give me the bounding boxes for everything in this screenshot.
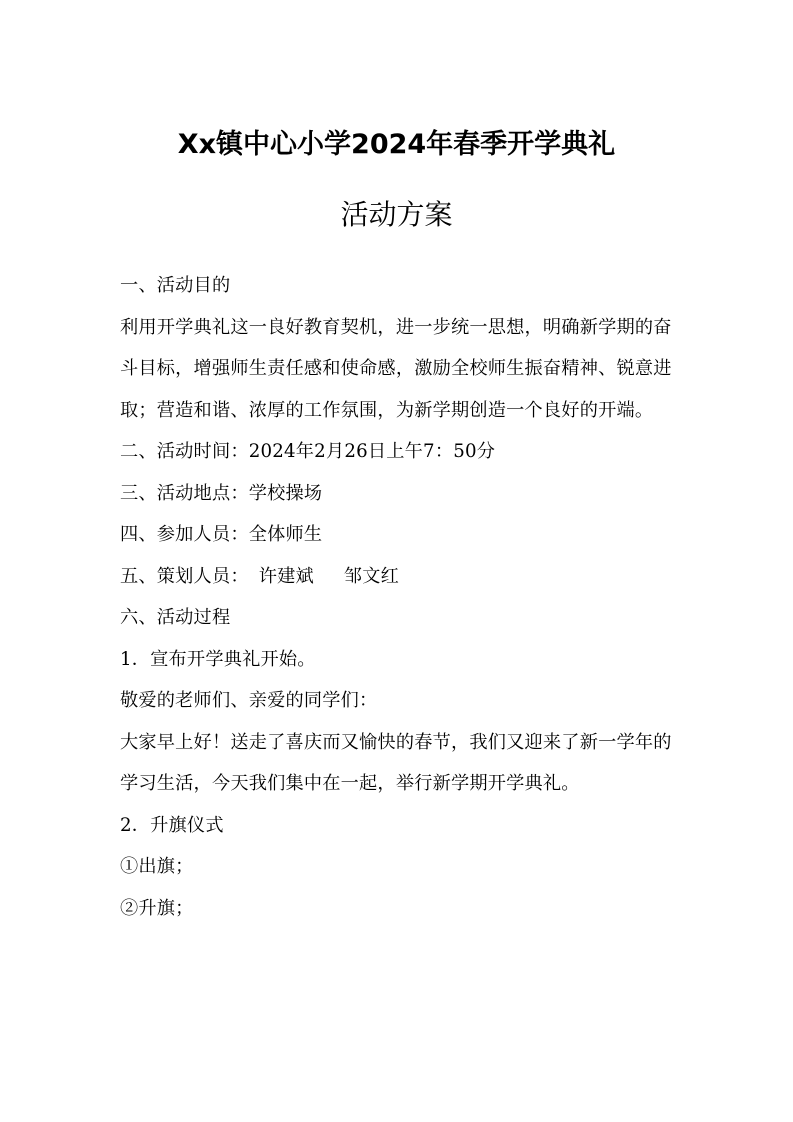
- step-item: ②升旗；: [120, 897, 194, 919]
- step-item: ①出旗；: [120, 856, 194, 877]
- section-planners: [120, 556, 680, 598]
- section-time: 二、活动时间：2024年2月26日上午7：50分: [120, 441, 496, 462]
- planner-name: 许建斌: [258, 565, 314, 587]
- section-heading-purpose: 一、活动目的: [120, 275, 231, 296]
- planners-label: 五、策划人员：: [120, 565, 249, 587]
- document-title: Xx镇中心小学2024年春季开学典礼: [177, 129, 616, 160]
- document-subtitle: 活动方案: [340, 198, 453, 231]
- section-heading-process: 六、活动过程: [120, 607, 231, 628]
- step-heading: 1．宣布开学典礼开始。: [120, 648, 316, 670]
- step-text: 大家早上好！送走了喜庆而又愉快的春节，我们又迎来了新一学年的学习生活，今天我们集中在一起，举行新学期开学典礼。: [120, 731, 672, 794]
- step-greeting: 敬爱的老师们、亲爱的同学们：: [120, 690, 378, 711]
- document-body: [120, 265, 680, 929]
- section-location: 三、活动地点：学校操场: [120, 482, 323, 504]
- section-text-purpose: 利用开学典礼这一良好教育契机，进一步统一思想，明确新学期的奋斗目标，增强师生责任感和使命感，激励全校师生振奋精神、锐意进取；营造和谐、浓厚的工作氛围，为新学期创造一个良好的开端。: [120, 316, 672, 421]
- planner-name: 邹文红: [343, 565, 400, 587]
- section-participants: 四、参加人员：全体师生: [120, 524, 323, 545]
- step-heading: 2．升旗仪式: [120, 814, 224, 836]
